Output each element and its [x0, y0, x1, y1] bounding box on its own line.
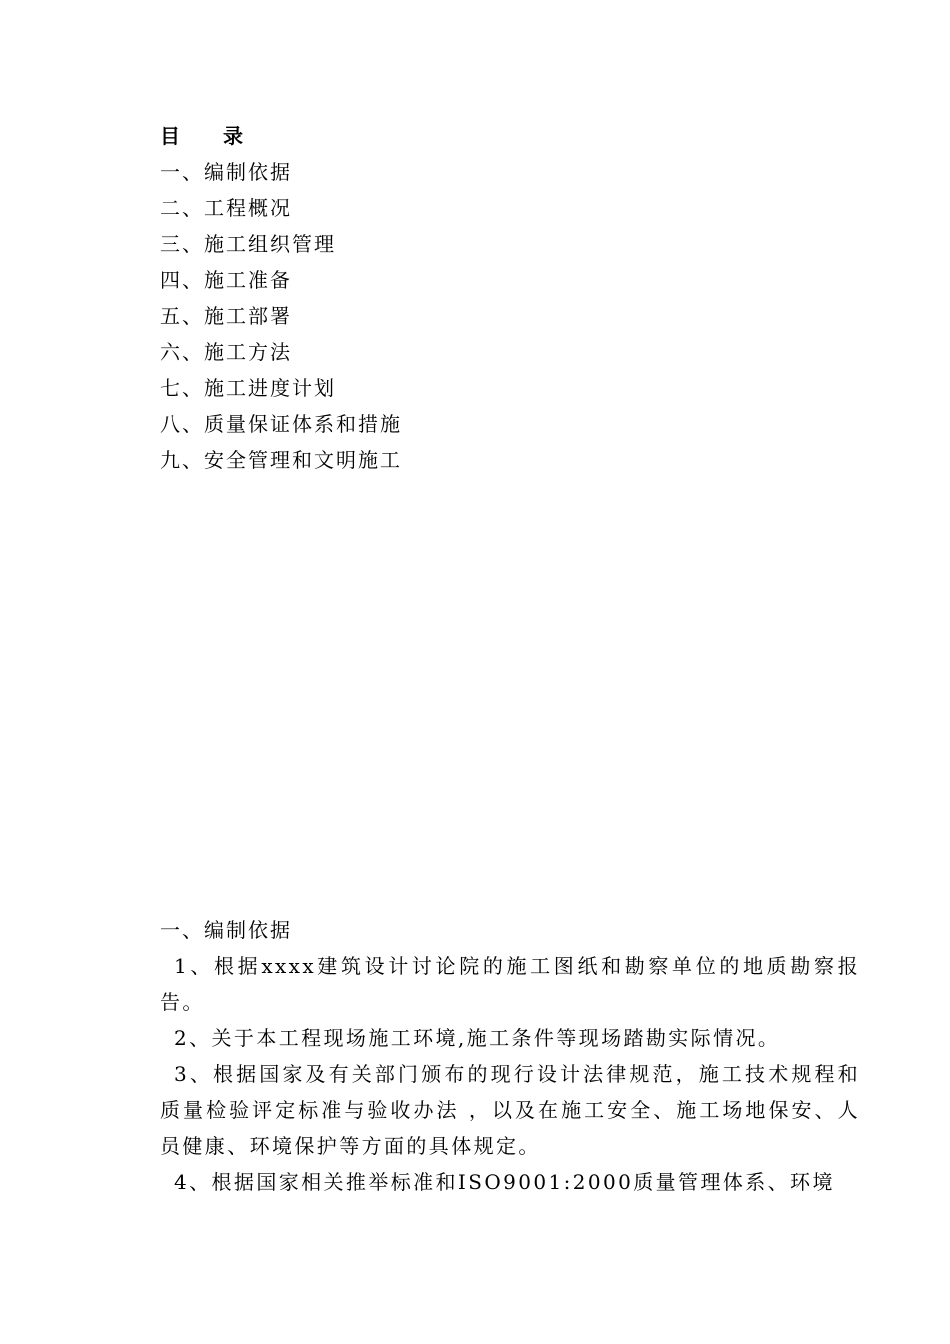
- toc-item-1: 一、编制依据: [160, 160, 292, 184]
- toc-item-7: 七、施工进度计划: [160, 376, 336, 400]
- section-heading: 一、编制依据: [160, 918, 292, 942]
- table-of-contents: [160, 118, 860, 478]
- paragraph-2: 2、关于本工程现场施工环境,施工条件等现场踏勘实际情况。: [174, 1026, 781, 1050]
- toc-list: [160, 154, 860, 478]
- toc-item-5: 五、施工部署: [160, 304, 292, 328]
- toc-item-4: 四、施工准备: [160, 268, 292, 292]
- section-compilation-basis: [160, 912, 860, 1200]
- paragraph-4: 4、根据国家相关推举标准和ISO9001:2000质量管理体系、环境: [174, 1170, 835, 1194]
- toc-item-8: 八、质量保证体系和措施: [160, 412, 402, 436]
- paragraph-1: 1、根据xxxx建筑设计讨论院的施工图纸和勘察单位的地质勘察报告。: [160, 954, 860, 1014]
- toc-item-6: 六、施工方法: [160, 340, 292, 364]
- paragraph-3: 3、根据国家及有关部门颁布的现行设计法律规范，施工技术规程和质量检验评定标准与验收办法 ，以及在施工安全、施工场地保安、人员健康、环境保护等方面的具体规定。: [160, 1062, 860, 1158]
- toc-item-9: 九、安全管理和文明施工: [160, 448, 402, 472]
- toc-item-2: 二、工程概况: [160, 196, 292, 220]
- toc-title: 目 录: [160, 124, 261, 148]
- toc-item-3: 三、施工组织管理: [160, 232, 336, 256]
